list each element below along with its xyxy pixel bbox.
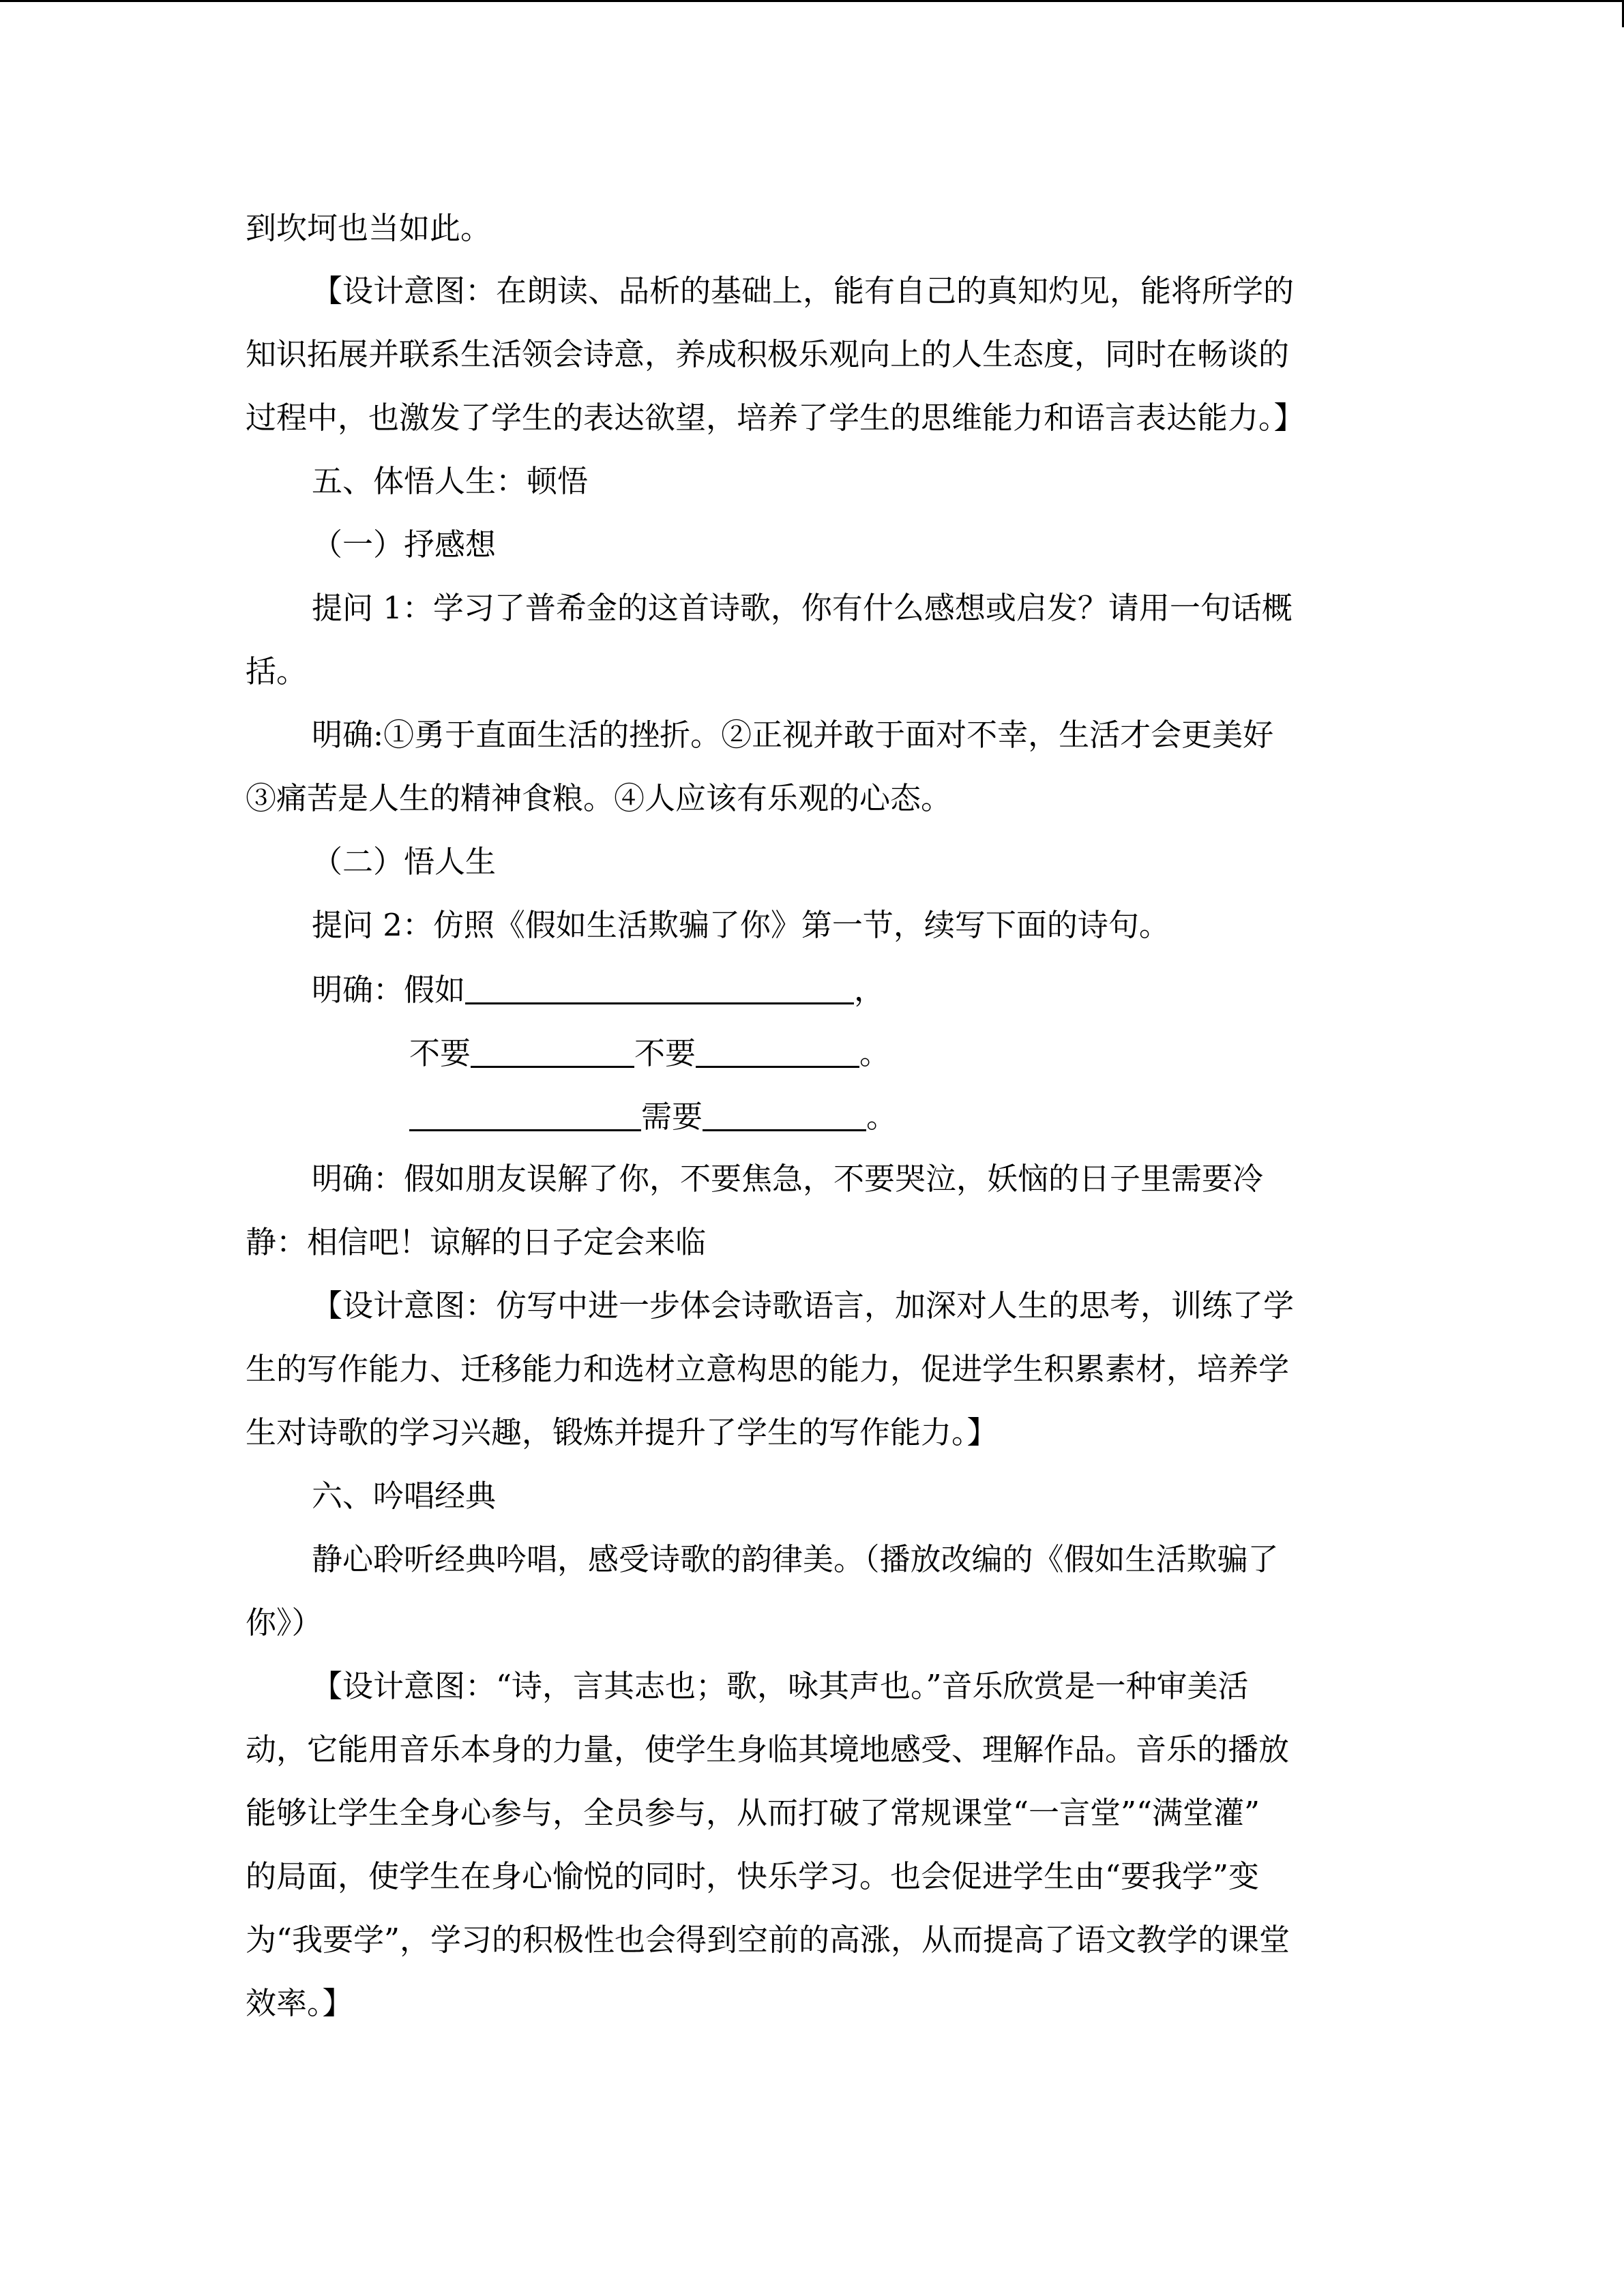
design-intent-paragraph: 【设计意图：“诗，言其志也；歌，咏其声也。”音乐欣赏是一种审美活 xyxy=(312,1668,1249,1704)
text-line: 括。 xyxy=(246,653,308,689)
fill-blank[interactable] xyxy=(703,1095,866,1131)
text-line: 生的写作能力、迁移能力和选材立意构思的能力，促进学生积累素材，培养学 xyxy=(246,1351,1290,1387)
fill-in-line-3 xyxy=(409,1095,897,1137)
design-intent-paragraph: 【设计意图：仿写中进一步体会诗歌语言，加深对人生的思考，训练了学 xyxy=(312,1287,1295,1324)
question-paragraph: 提问 1：学习了普希金的这首诗歌，你有什么感想或启发？请用一句话概 xyxy=(312,590,1293,626)
design-intent-paragraph: 【设计意图：在朗读、品析的基础上，能有自己的真知灼见，能将所学的 xyxy=(312,273,1295,309)
answer-paragraph: 明确:①勇于直面生活的挫折。②正视并敢于面对不幸，生活才会更美好 xyxy=(312,717,1274,753)
text-line: 能够让学生全身心参与，全员参与，从而打破了常规课堂“一言堂”“满堂灌” xyxy=(246,1795,1260,1831)
answer-paragraph: 明确：假如朋友误解了你，不要焦急，不要哭泣，妖恼的日子里需要冷 xyxy=(312,1161,1264,1197)
fill-blank[interactable] xyxy=(471,1032,634,1068)
text-segment: 。 xyxy=(866,1099,898,1135)
text-line: 生对诗歌的学习兴趣，锻炼并提升了学生的写作能力。】 xyxy=(246,1414,998,1450)
subsection-heading: （一）抒感想 xyxy=(312,526,497,563)
text-line: 效率。】 xyxy=(246,1985,353,2021)
section-heading: 六、吟唱经典 xyxy=(312,1478,497,1514)
question-paragraph: 提问 2：仿照《假如生活欺骗了你》第一节，续写下面的诗句。 xyxy=(312,907,1170,943)
subsection-heading: （二）悟人生 xyxy=(312,844,497,880)
fill-blank[interactable] xyxy=(696,1032,859,1068)
text-segment: 明确：假如 xyxy=(312,972,466,1008)
fill-in-line-2 xyxy=(409,1032,890,1074)
text-segment: 不要 xyxy=(634,1035,696,1071)
fill-blank[interactable] xyxy=(409,1095,641,1131)
body-paragraph: 静心聆听经典吟唱，感受诗歌的韵律美。（播放改编的《假如生活欺骗了 xyxy=(312,1541,1279,1577)
fill-blank[interactable] xyxy=(465,968,854,1004)
section-heading: 五、体悟人生：顿悟 xyxy=(312,463,589,499)
text-segment: 。 xyxy=(859,1035,891,1071)
text-segment: ， xyxy=(854,972,885,1008)
text-line: 为“我要学”，学习的积极性也会得到空前的高涨，从而提高了语文教学的课堂 xyxy=(246,1922,1290,1958)
text-line: ③痛苦是人生的精神食粮。④人应该有乐观的心态。 xyxy=(246,780,952,816)
text-line: 知识拓展并联系生活领会诗意，养成积极乐观向上的人生态度，同时在畅谈的 xyxy=(246,336,1290,372)
page-top-border xyxy=(0,0,1624,2)
text-line: 静：相信吧！谅解的日子定会来临 xyxy=(246,1224,707,1260)
text-line: 的局面，使学生在身心愉悦的同时，快乐学习。也会促进学生由“要我学”变 xyxy=(246,1858,1260,1894)
text-segment: 不要 xyxy=(409,1035,471,1071)
text-line: 你》） xyxy=(246,1605,323,1641)
text-line: 动，它能用音乐本身的力量，使学生身临其境地感受、理解作品。音乐的播放 xyxy=(246,1731,1290,1768)
text-line: 过程中，也激发了学生的表达欲望，培养了学生的思维能力和语言表达能力。】 xyxy=(246,400,1305,436)
text-segment: 需要 xyxy=(641,1099,703,1135)
text-line: 到坎坷也当如此。 xyxy=(246,210,492,246)
fill-in-line-1 xyxy=(312,968,885,1011)
